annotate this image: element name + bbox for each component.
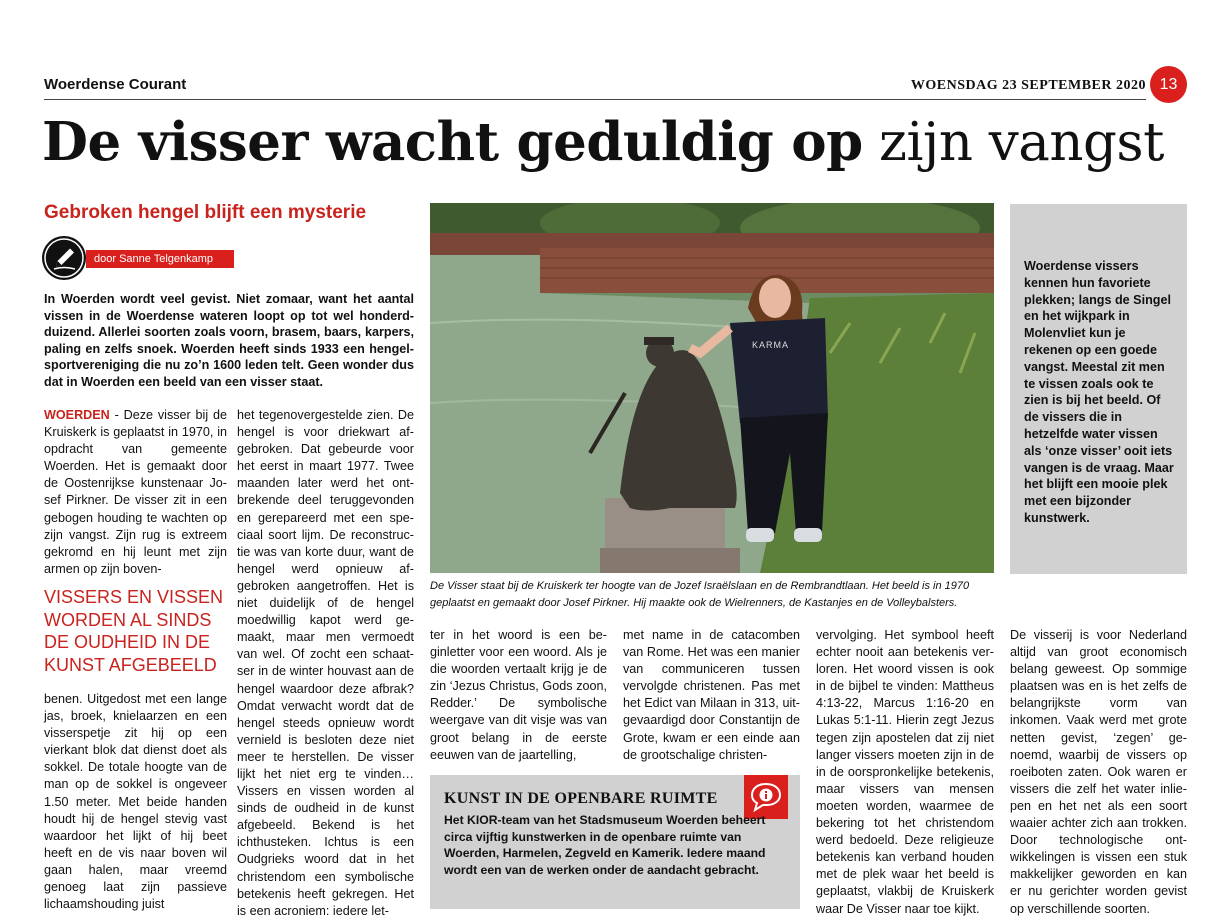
headline-bold: De visser wacht geduldig op [42, 111, 863, 173]
headline [42, 108, 1164, 177]
issue-date: WOENSDAG 23 SEPTEMBER 2020 [910, 78, 1146, 93]
shirt-text: KARMA [752, 340, 790, 350]
body-column-4: met name in de catacomben van Rome. Het was een manier van communiceren tussen vervolgde christenen. Pas met het Edict van Milaan in 313, uitgevaardigd door Constantijn de Grote, kwam er een einde aan de grootschalige christen- [623, 628, 800, 762]
sidebar-text: Woerdense vissers kennen hun favoriete plekken; langs de Singel en het wijkpark in Molenvliet kun je rekenen op een goede vangst. Meestal zit men te vissen zoals ook te zien is bij het beeld. Of de vissers die in hetzelfde water vissen als ‘onze visser’ ooit iets vangen is de vraag. Maar het blijft een mooie plek met een bijzonder kunstwerk. [1024, 259, 1174, 525]
intro-paragraph: In Woerden wordt veel gevist. Niet zomaar, want het aantal vissen in de Woerdense wateren loopt op tot wel honderdduizend. Allerlei soorten zoals voorn, brasem, baars, karpers, paling en zelfs snoek. Woerden heeft sinds 1933 een hengelsportvereniging die nu zo’n 1600 leden telt. Geen wonder dus dat in Woerden een beeld van een visser staat. [44, 292, 414, 389]
body-column-6: De visserij is voor Nederland altijd van groot economisch belang geweest. Op sommige plaatsen was en is het zelfs de belangrijkste vorm van inkomen. Vaak werd met grote netten gevist, ‘zegen’ genoemd, waarbij de vissers op roeiboten zaten. Ook waren er vissers die zelf het water inliepen en het net als een soort waaier achter zich aan trokken. Door technologische ontwikkelingen is vissen een stuk makkelijker geworden en kan er nu gerichter worden gevist op verschillende soorten. [1010, 628, 1187, 916]
page-number-badge: 13 [1150, 66, 1187, 103]
headline-light: zijn vangst [879, 112, 1164, 173]
body-column-1-top [44, 407, 227, 578]
masthead: Woerdense Courant [44, 76, 187, 93]
body-text: - Deze visser bij de Kruiskerk is geplaatst in 1970, in opdracht van gemeente Woerden. Het is gemaakt door de Oostenrijkse kunstenaar Josef Pirkner. De visser zit in een gebogen houding te wachten op zijn vangst. Zijn rug is extreem gekromd en hij leunt met zijn armen op zijn boven- [44, 408, 227, 576]
article-photo [430, 203, 994, 573]
byline: door Sanne Telgenkamp [86, 250, 234, 268]
pull-quote: VISSERS EN VISSEN WORDEN AL SINDS DE OUDHEID IN DE KUNST AFGEBEELD [44, 587, 224, 675]
info-box-title: KUNST IN DE OPENBARE RUIMTE [444, 790, 718, 807]
info-box-body: Het KIOR-team van het Stadsmuseum Woerden beheert circa vijftig kunstwerken in de openbare ruimte van Woerden, Harmelen, Zegveld en Kamerik. Iedere maand wordt een van de werken onder de aandacht gebracht. [444, 813, 766, 877]
body-column-3: ter in het woord is een beginletter voor een woord. Als je die woorden vertaalt krijg je de zin ‘Jezus Christus, Gods zoon, Redder.’ De symbolische weergave van dit visje was van groot belang in de eerste eeuwen van de jaartelling, [430, 628, 607, 762]
dateline: WOERDEN [44, 408, 110, 422]
body-column-1-bottom: benen. Uitgedost met een lange jas, broek, knielaarzen en een visserspetje zit hij op een vierkant blok dat dienst doet als sokkel. De totale hoogte van de man op de sokkel is ongeveer 1.50 meter. Met beide handen houdt hij de hengel stevig vast waardoor het lijkt of hij beet heeft en de vis naar boven wil gaan halen, maar vreemd genoeg laat zijn passieve lichaamshouding juist [44, 692, 227, 912]
header-rule [44, 99, 1146, 100]
photo-caption: De Visser staat bij de Kruiskerk ter hoogte van de Jozef Israëlslaan en de Rembrandtlaan. Het beeld is in 1970 geplaatst en gemaakt door Josef Pirkner. Hij maakte ook de Wielrenners, de Kastanjes en de Volleybalsters. [430, 580, 970, 609]
body-column-5: vervolging. Het symbool heeft echter nooit aan betekenis verloren. Het woord vissen is ook in de bijbel te vinden: Mattheus 4:13-22, Marcus 1:16-20 en Lukas 5:1-11. Hierin zegt Jezus tegen zijn apostelen dat zij niet langer vissers moeten zijn in de in de oorspronkelijke betekenis, maar vissers van mensen moeten worden, waarmee de bekering tot het christendom werd bedoeld. Deze religieuze betekenis kan verband houden met de plek waar het beeld is geplaatst, vlakbij de Kruiskerk waar De Visser naar toe kijkt. [816, 628, 994, 916]
body-column-2: het tegenovergestelde zien. De hengel is voor driekwart afgebroken. Dat gebeurde voor het eerst in maart 1977. Twee maanden later werd het ontbrekende deel teruggevonden en gerepareerd met een speciaal soort lijm. De reconstructie was van korte duur, want de hengel werd opnieuw afgebroken aangetroffen. Het is niet duidelijk of de hengel moedwillig kapot werd gemaakt, maar men vermoedt van wel. Of zocht een schaatser in de winter houvast aan de hengel waardoor deze afbrak? Omdat verwacht wordt dat de hengel steeds opnieuw wordt vernield is besloten deze niet meer te herstellen. De visser lijkt het niet erg te vinden… Vissers en vissen worden al sinds de oudheid in de kunst afgebeeld. Bekend is het ichthusteken. Ichtus is een Oudgrieks woord dat in het christendom een symbolische betekenis heeft gekregen. Het is een acroniem: iedere let- [237, 408, 414, 918]
subheadline: Gebroken hengel blijft een mysterie [44, 202, 367, 223]
pen-icon [42, 236, 86, 280]
